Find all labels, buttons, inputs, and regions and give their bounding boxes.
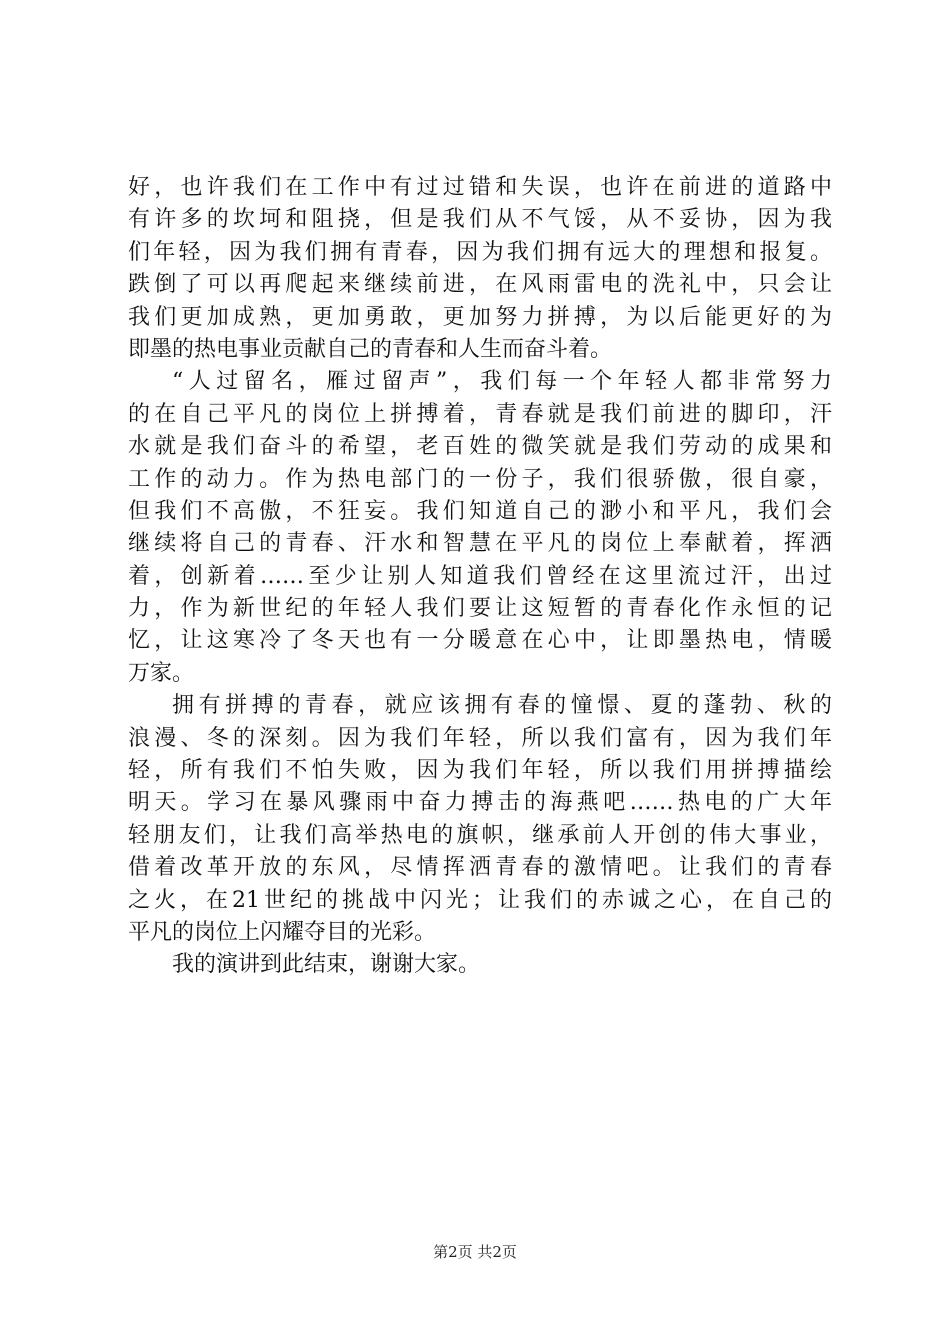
text-line: 我的演讲到此结束，谢谢大家。 — [172, 952, 481, 978]
text-line: 借着改革开放的东风，尽情挥洒青春的激情吧。让我们的青春 — [128, 855, 832, 881]
paragraph — [128, 366, 832, 690]
paragraph — [128, 949, 832, 981]
text-line: 工作的动力。作为热电部门的一份子，我们很骄傲，很自豪， — [128, 466, 832, 492]
text-line: 我们更加成熟，更加勇敢，更加努力拼搏，为以后能更好的为 — [128, 304, 832, 330]
text-line: 们年轻，因为我们拥有青春，因为我们拥有远大的理想和报复。 — [128, 239, 832, 265]
text-line: 力，作为新世纪的年轻人我们要让这短暂的青春化作永恒的记 — [128, 596, 832, 622]
page-footer: 第2页 共2页 — [433, 1243, 517, 1261]
text-line: 即墨的热电事业贡献自己的青春和人生而奋斗着。 — [128, 336, 613, 362]
text-line: 但我们不高傲，不狂妄。我们知道自己的渺小和平凡，我们会 — [128, 498, 832, 524]
speech-body — [128, 172, 832, 982]
paragraph — [128, 172, 832, 366]
text-line: 明天。学习在暴风骤雨中奋力搏击的海燕吧……热电的广大年 — [128, 790, 832, 816]
text-line: 浪漫、冬的深刻。因为我们年轻，所以我们富有，因为我们年 — [128, 725, 832, 751]
text-line: 轻，所有我们不怕失败，因为我们年轻，所以我们用拼搏描绘 — [128, 758, 832, 784]
text-line: 平凡的岗位上闪耀夺目的光彩。 — [128, 919, 437, 945]
text-line: 水就是我们奋斗的希望，老百姓的微笑就是我们劳动的成果和 — [128, 434, 832, 460]
text-line: “人过留名，雁过留声”，我们每一个年轻人都非常努力 — [172, 369, 832, 395]
text-line: 的在自己平凡的岗位上拼搏着，青春就是我们前进的脚印，汗 — [128, 401, 832, 427]
text-line: 好，也许我们在工作中有过过错和失误，也许在前进的道路中 — [128, 175, 832, 200]
text-line: 轻朋友们，让我们高举热电的旗帜，继承前人开创的伟大事业， — [128, 822, 832, 848]
text-line: 着，创新着……至少让别人知道我们曾经在这里流过汗，出过 — [128, 563, 832, 589]
text-line: 继续将自己的青春、汗水和智慧在平凡的岗位上奉献着，挥洒 — [128, 531, 832, 557]
text-line: 有许多的坎坷和阻挠，但是我们从不气馁，从不妥协，因为我 — [128, 207, 832, 233]
text-line: 之火，在21世纪的挑战中闪光；让我们的赤诚之心，在自己的 — [128, 887, 832, 913]
paragraph — [128, 690, 832, 949]
text-line: 忆，让这寒冷了冬天也有一分暖意在心中，让即墨热电，情暖 — [128, 628, 832, 654]
text-line: 万家。 — [128, 660, 195, 686]
text-line: 跌倒了可以再爬起来继续前进，在风雨雷电的洗礼中，只会让 — [128, 272, 832, 298]
text-line: 拥有拼搏的青春，就应该拥有春的憧憬、夏的蓬勃、秋的 — [172, 693, 832, 719]
